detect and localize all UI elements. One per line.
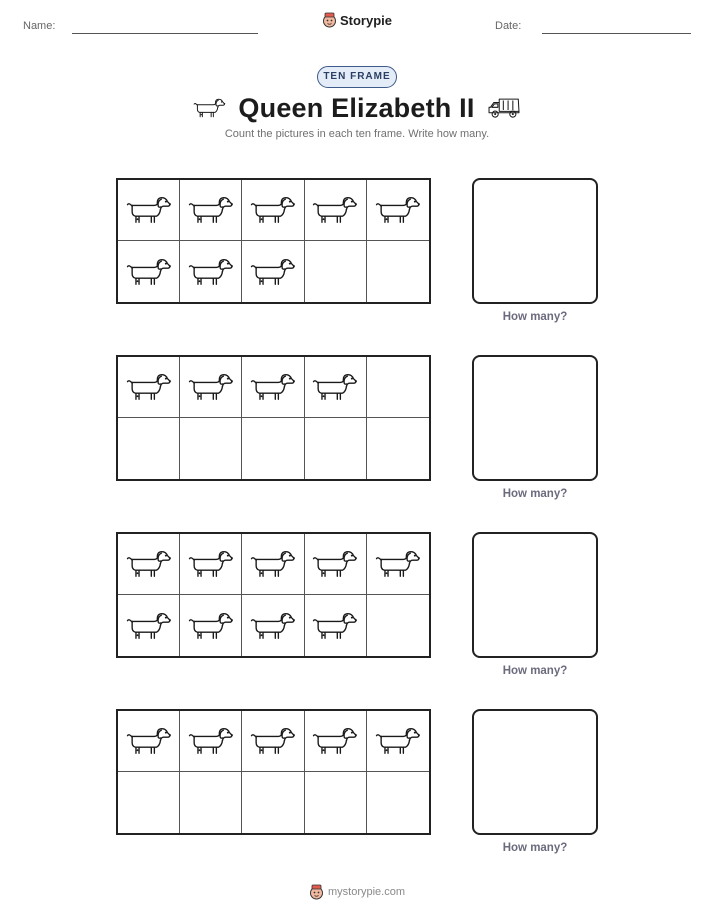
empty-cell <box>242 772 304 833</box>
filled-cell <box>118 180 180 241</box>
footer-url: mystorypie.com <box>327 886 406 898</box>
filled-cell <box>242 534 304 595</box>
dachshund-icon <box>312 548 358 580</box>
filled-cell <box>180 180 242 241</box>
empty-cell <box>305 241 367 302</box>
dachshund-icon <box>188 194 234 226</box>
dachshund-icon <box>375 548 421 580</box>
dachshund-icon <box>126 610 172 642</box>
filled-cell <box>180 534 242 595</box>
how-many-label: How many? <box>502 665 568 677</box>
answer-box[interactable] <box>472 178 598 304</box>
dachshund-icon <box>188 371 234 403</box>
name-line[interactable] <box>72 33 258 34</box>
ten-frame-badge: TEN FRAME <box>317 66 397 88</box>
filled-cell <box>305 357 367 418</box>
dachshund-icon <box>193 96 226 120</box>
army-truck-icon <box>487 96 521 120</box>
how-many-label: How many? <box>502 488 568 500</box>
filled-cell <box>305 180 367 241</box>
filled-cell <box>367 180 429 241</box>
ten-frame <box>116 178 431 304</box>
filled-cell <box>118 534 180 595</box>
empty-cell <box>367 595 429 656</box>
dachshund-icon <box>250 194 296 226</box>
empty-cell <box>118 772 180 833</box>
answer-box[interactable] <box>472 532 598 658</box>
dachshund-icon <box>188 548 234 580</box>
dachshund-icon <box>375 725 421 757</box>
filled-cell <box>118 357 180 418</box>
filled-cell <box>242 241 304 302</box>
empty-cell <box>305 418 367 479</box>
logo <box>0 12 714 33</box>
dachshund-icon <box>375 194 421 226</box>
dachshund-icon <box>312 194 358 226</box>
filled-cell <box>180 241 242 302</box>
logo-text: Storypie <box>339 12 392 28</box>
answer-box[interactable] <box>472 709 598 835</box>
dachshund-icon <box>126 194 172 226</box>
empty-cell <box>367 772 429 833</box>
empty-cell <box>305 772 367 833</box>
name-label: Name: <box>23 20 56 32</box>
empty-cell <box>118 418 180 479</box>
answer-box[interactable] <box>472 355 598 481</box>
filled-cell <box>367 711 429 772</box>
filled-cell <box>242 711 304 772</box>
dachshund-icon <box>126 725 172 757</box>
empty-cell <box>180 418 242 479</box>
dachshund-icon <box>126 256 172 288</box>
ten-frame <box>116 709 431 835</box>
title-row <box>0 90 714 126</box>
filled-cell <box>242 595 304 656</box>
dachshund-icon <box>250 610 296 642</box>
filled-cell <box>367 534 429 595</box>
dachshund-icon <box>188 610 234 642</box>
filled-cell <box>242 180 304 241</box>
filled-cell <box>305 534 367 595</box>
dachshund-icon <box>312 725 358 757</box>
ten-frame <box>116 532 431 658</box>
how-many-label: How many? <box>502 842 568 854</box>
filled-cell <box>180 595 242 656</box>
filled-cell <box>118 595 180 656</box>
filled-cell <box>242 357 304 418</box>
filled-cell <box>305 595 367 656</box>
dachshund-icon <box>126 548 172 580</box>
dachshund-icon <box>188 725 234 757</box>
empty-cell <box>367 357 429 418</box>
dachshund-icon <box>250 371 296 403</box>
filled-cell <box>180 357 242 418</box>
date-label: Date: <box>495 20 522 32</box>
ten-frame <box>116 355 431 481</box>
storypie-mascot-icon <box>322 12 337 28</box>
date-line[interactable] <box>542 33 691 34</box>
how-many-label: How many? <box>502 311 568 323</box>
dachshund-icon <box>188 256 234 288</box>
filled-cell <box>180 711 242 772</box>
instructions: Count the pictures in each ten frame. Write how many. <box>224 128 490 140</box>
filled-cell <box>305 711 367 772</box>
filled-cell <box>118 711 180 772</box>
dachshund-icon <box>126 371 172 403</box>
dachshund-icon <box>250 548 296 580</box>
empty-cell <box>367 241 429 302</box>
dachshund-icon <box>312 610 358 642</box>
page-title: Queen Elizabeth II <box>238 92 475 123</box>
footer <box>0 884 714 905</box>
filled-cell <box>118 241 180 302</box>
empty-cell <box>367 418 429 479</box>
dachshund-icon <box>250 256 296 288</box>
empty-cell <box>180 772 242 833</box>
dachshund-icon <box>250 725 296 757</box>
dachshund-icon <box>312 371 358 403</box>
empty-cell <box>242 418 304 479</box>
storypie-mascot-icon <box>309 884 324 900</box>
